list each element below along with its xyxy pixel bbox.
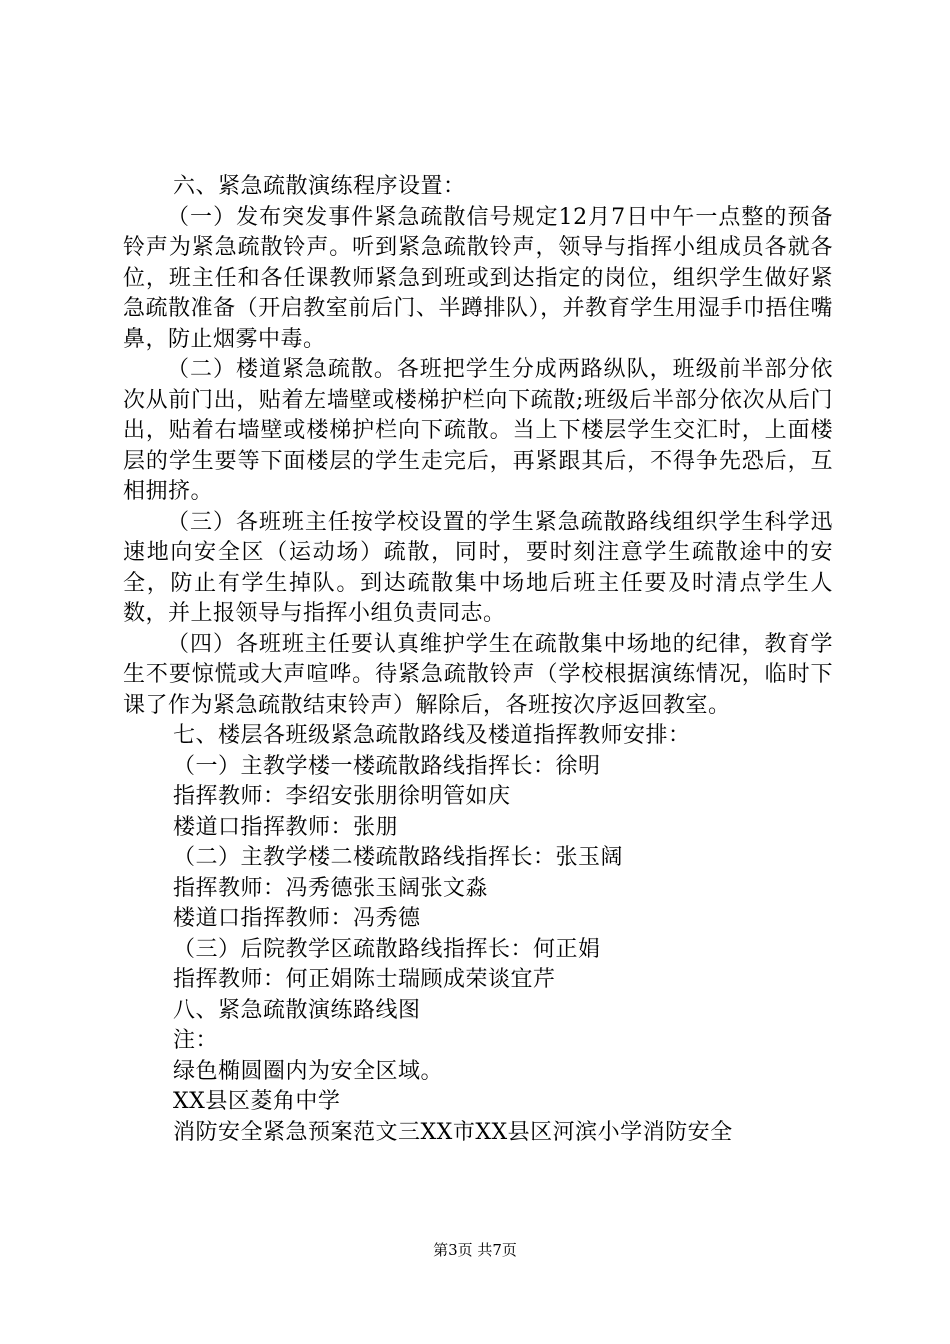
section-heading-eight: 八、紧急疏散演练路线图 bbox=[173, 997, 421, 1023]
paragraph-step-four: （四）各班班主任要认真维护学生在疏散集中场地的纪律，教育学生不要惊慌或大声喧哗。待紧急疏散铃声（学校根据演练情况，临时下课了作为紧急疏散结束铃声）解除后，各班按次序返回教室。 bbox=[123, 631, 833, 718]
list-item: （三）后院教学区疏散路线指挥长：何正娟 bbox=[173, 936, 601, 962]
paragraph-step-two: （二）楼道紧急疏散。各班把学生分成两路纵队，班级前半部分依次从前门出，贴着左墙壁或楼梯护栏向下疏散;班级后半部分依次从后门出，贴着右墙壁或楼梯护栏向下疏散。当上下楼层学生交汇时，上面楼层的学生要等下面楼层的学生走完后，再紧跟其后，不得争先恐后，互相拥挤。 bbox=[123, 357, 833, 504]
school-name: XX县区菱角中学 bbox=[173, 1089, 341, 1114]
note-label: 注： bbox=[173, 1028, 219, 1053]
page-footer bbox=[0, 1240, 950, 1260]
paragraph-step-one: （一）发布突发事件紧急疏散信号规定12月7日中午一点整的预备铃声为紧急疏散铃声。听到紧急疏散铃声，领导与指挥小组成员各就各位，班主任和各任课教师紧急到班或到达指定的岗位，组织学生做好紧急疏散准备（开启教室前后门、半蹲排队），并教育学生用湿手巾捂住嘴鼻，防止烟雾中毒。 bbox=[123, 204, 833, 352]
list-item: 指挥教师：何正娟陈士瑞顾成荣谈宜芹 bbox=[173, 967, 556, 992]
list-item: （一）主教学楼一楼疏散路线指挥长：徐明 bbox=[173, 753, 601, 779]
paragraph-step-three: （三）各班班主任按学校设置的学生紧急疏散路线组织学生科学迅速地向安全区（运动场）疏散，同时，要时刻注意学生疏散途中的安全，防止有学生掉队。到达疏散集中场地后班主任要及时清点学生人数，并上报领导与指挥小组负责同志。 bbox=[123, 509, 833, 626]
list-item: 指挥教师：李绍安张朋徐明管如庆 bbox=[173, 784, 511, 809]
section-heading-seven: 七、楼层各班级紧急疏散路线及楼道指挥教师安排： bbox=[173, 723, 691, 748]
document-body bbox=[123, 172, 833, 1148]
list-item: 楼道口指挥教师：张朋 bbox=[173, 814, 399, 840]
list-item: （二）主教学楼二楼疏散路线指挥长：张玉阔 bbox=[173, 845, 624, 870]
next-document-title: 消防安全紧急预案范文三XX市XX县区河滨小学消防安全 bbox=[173, 1119, 733, 1145]
list-item: 指挥教师：冯秀德张玉阔张文淼 bbox=[173, 875, 489, 901]
note-text: 绿色椭圆圈内为安全区域。 bbox=[173, 1058, 444, 1084]
list-item: 楼道口指挥教师：冯秀德 bbox=[173, 906, 421, 931]
page-number: 第3页 共7页 bbox=[433, 1241, 517, 1259]
section-heading-six: 六、紧急疏散演练程序设置： bbox=[173, 174, 466, 199]
